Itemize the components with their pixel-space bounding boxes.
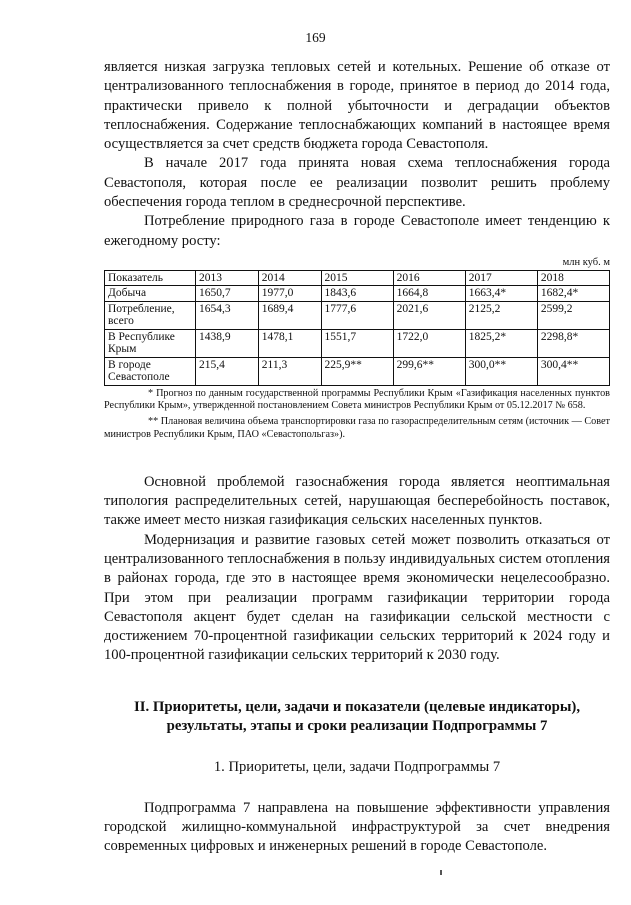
table-row <box>105 329 610 357</box>
table-cell: 1843,6 <box>321 286 393 302</box>
table-cell: В Республике Крым <box>105 329 196 357</box>
paragraph-new-heat-scheme: В начале 2017 года принята новая схема теплоснабжения города Севастополя, которая после ее реализации позволит решить проблему обеспечения города теплом в среднесрочной перспективе. <box>104 155 610 211</box>
table-cell: 2021,6 <box>393 301 465 329</box>
page-number: 169 <box>305 30 326 45</box>
paragraph-gas-supply-problem: Основной проблемой газоснабжения города является неоптимальная типология распределительных сетей, нарушающая бесперебойность поставок, также имеет место низкая газификация сельских населенных пунктов. <box>104 473 610 529</box>
paragraph-gas-network-modernization: Модернизация и развитие газовых сетей может позволить отказаться от централизованного теплоснабжения в пользу индивидуальных систем отопления в районах города, где это в настоящее время экономически нецелесообразно. При этом при реализации программ газификации территории города Севастополя акцент будет сделан на газификации сельской местности с достижением 70-процентной газификации сельских территорий к 2024 году и 100-процентной газификации сельских территорий к 2030 году. <box>104 531 610 664</box>
scan-mark <box>440 870 442 875</box>
table-header-cell: 2018 <box>537 270 609 286</box>
table-cell: Потребление, всего <box>105 301 196 329</box>
table-cell: 1977,0 <box>258 286 321 302</box>
paragraph-gas-consumption-intro: Потребление природного газа в городе Севастополе имеет тенденцию к ежегодному росту: <box>104 213 610 249</box>
table-header-cell: Показатель <box>105 270 196 286</box>
table-cell: 225,9** <box>321 357 393 385</box>
table-header-row <box>105 270 610 286</box>
table-header-cell: 2016 <box>393 270 465 286</box>
table-row <box>105 357 610 385</box>
table-cell: 300,0** <box>465 357 537 385</box>
table-cell: 215,4 <box>196 357 259 385</box>
spacer <box>104 441 610 473</box>
paragraph-heat-network-load: является низкая загрузка тепловых сетей и котельных. Решение об отказе от централизованного теплоснабжения в городе, принятое в период до 2014 года, практически привело к полной убыточности и деградации объектов теплоснабжения. Содержание теплоснабжающих компаний в настоящее время осуществляется за счет средств бюджета города Севастополя. <box>104 59 610 153</box>
table-footnote-planned: ** Плановая величина объема транспортировки газа по газораспределительным сетям (источник — Совет министров Республики Крым, ПАО «Севастопольгаз»). <box>104 416 610 440</box>
section-title: II. Приоритеты, цели, задачи и показатели (целевые индикаторы), результаты, этапы и сроки реализации Подпрограммы 7 <box>133 698 581 734</box>
table-cell: 2599,2 <box>537 301 609 329</box>
table-unit-label: млн куб. м <box>562 256 610 268</box>
table-row <box>105 301 610 329</box>
table-header-cell: 2013 <box>196 270 259 286</box>
table-cell: Добыча <box>105 286 196 302</box>
table-header-cell: 2015 <box>321 270 393 286</box>
table-cell: 1777,6 <box>321 301 393 329</box>
document-body <box>104 58 610 857</box>
table-cell: 211,3 <box>258 357 321 385</box>
table-cell: 1438,9 <box>196 329 259 357</box>
table-cell: 1654,3 <box>196 301 259 329</box>
gas-consumption-table <box>104 270 610 386</box>
table-header-cell: 2014 <box>258 270 321 286</box>
spacer <box>104 777 610 799</box>
table-cell: 2298,8* <box>537 329 609 357</box>
table-cell: 1689,4 <box>258 301 321 329</box>
table-cell: 1664,8 <box>393 286 465 302</box>
table-cell: В городе Севастополе <box>105 357 196 385</box>
subsection-title: 1. Приоритеты, цели, задачи Подпрограммы 7 <box>213 758 501 775</box>
table-cell: 299,6** <box>393 357 465 385</box>
table-cell: 1478,1 <box>258 329 321 357</box>
paragraph-subprogram-purpose: Подпрограмма 7 направлена на повышение эффективности управления городской жилищно-коммунальной инфраструктурой за счет внедрения современных цифровых и инженерных решений в городе Севастополе. <box>104 799 610 855</box>
table-cell: 1682,4* <box>537 286 609 302</box>
table-cell: 1663,4* <box>465 286 537 302</box>
table-cell: 300,4** <box>537 357 609 385</box>
table-cell: 1722,0 <box>393 329 465 357</box>
table-cell: 1650,7 <box>196 286 259 302</box>
table-cell: 1551,7 <box>321 329 393 357</box>
table-cell: 2125,2 <box>465 301 537 329</box>
table-header-cell: 2017 <box>465 270 537 286</box>
table-cell: 1825,2* <box>465 329 537 357</box>
table-footnote-forecast: * Прогноз по данным государственной программы Республики Крым «Газификация населенных пунктов Республики Крым», утвержденной постановлением Совета министров Республики Крым от 05.12.2017 № 658. <box>104 387 610 412</box>
table-row <box>105 286 610 302</box>
